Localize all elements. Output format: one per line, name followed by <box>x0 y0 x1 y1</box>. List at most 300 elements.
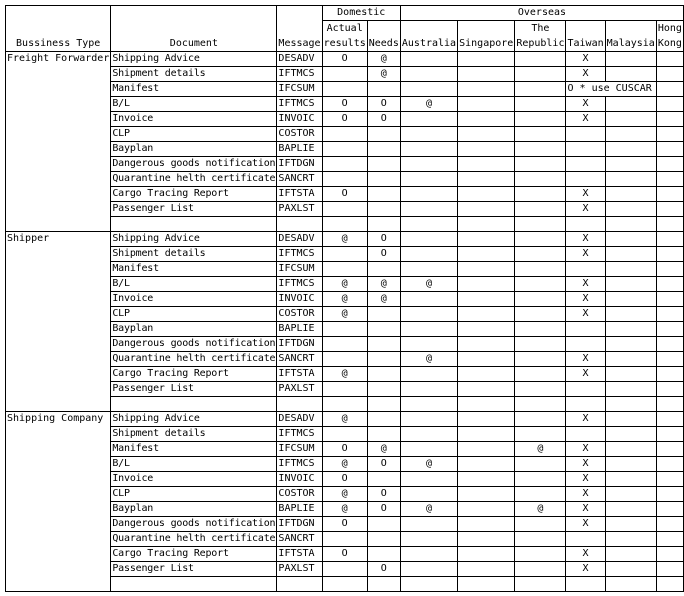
header-singapore: Singapore <box>458 21 515 52</box>
singapore-cell <box>458 172 515 187</box>
hong-kong-cell <box>656 427 683 442</box>
malaysia-cell <box>605 322 656 337</box>
taiwan-cell: X <box>566 502 605 517</box>
message-cell: BAPLIE <box>277 322 322 337</box>
malaysia-cell <box>605 127 656 142</box>
singapore-cell <box>458 337 515 352</box>
document-cell: Invoice <box>111 472 277 487</box>
needs-cell <box>367 322 400 337</box>
actual-results-cell <box>322 247 367 262</box>
needs-cell: O <box>367 562 400 577</box>
header-document: Document <box>111 6 277 52</box>
singapore-cell <box>458 277 515 292</box>
hong-kong-cell <box>656 247 683 262</box>
australia-cell <box>400 412 457 427</box>
hong-kong-cell <box>656 52 683 67</box>
singapore-cell <box>458 142 515 157</box>
business-type-cell: Shipper <box>6 232 111 412</box>
singapore-cell <box>458 442 515 457</box>
malaysia-cell <box>605 142 656 157</box>
document-cell: Invoice <box>111 292 277 307</box>
malaysia-cell <box>605 172 656 187</box>
actual-results-cell: O <box>322 472 367 487</box>
hong-kong-cell <box>656 142 683 157</box>
message-cell: IFCSUM <box>277 262 322 277</box>
document-cell: Invoice <box>111 112 277 127</box>
the-republic-cell <box>515 292 566 307</box>
taiwan-cell: X <box>566 247 605 262</box>
australia-cell <box>400 52 457 67</box>
needs-cell: O <box>367 97 400 112</box>
the-republic-cell <box>515 82 566 97</box>
empty-cell <box>515 397 566 412</box>
malaysia-cell <box>605 307 656 322</box>
singapore-cell <box>458 127 515 142</box>
malaysia-cell <box>605 112 656 127</box>
document-cell: CLP <box>111 127 277 142</box>
australia-cell <box>400 262 457 277</box>
singapore-cell <box>458 82 515 97</box>
empty-cell <box>367 397 400 412</box>
the-republic-cell <box>515 112 566 127</box>
message-cell: IFTMCS <box>277 427 322 442</box>
malaysia-cell <box>605 292 656 307</box>
taiwan-cell: X <box>566 412 605 427</box>
singapore-cell <box>458 202 515 217</box>
document-cell: Manifest <box>111 262 277 277</box>
the-republic-cell <box>515 472 566 487</box>
hong-kong-cell <box>656 262 683 277</box>
message-cell: IFTMCS <box>277 97 322 112</box>
the-republic-cell <box>515 307 566 322</box>
message-cell: DESADV <box>277 232 322 247</box>
message-cell: IFTMCS <box>277 457 322 472</box>
malaysia-cell <box>605 472 656 487</box>
malaysia-cell <box>605 457 656 472</box>
the-republic-cell <box>515 457 566 472</box>
document-cell: Dangerous goods notification <box>111 517 277 532</box>
singapore-cell <box>458 562 515 577</box>
needs-cell <box>367 427 400 442</box>
singapore-cell <box>458 517 515 532</box>
needs-cell: O <box>367 457 400 472</box>
malaysia-cell <box>605 547 656 562</box>
empty-cell <box>277 397 322 412</box>
actual-results-cell <box>322 532 367 547</box>
the-republic-cell <box>515 247 566 262</box>
taiwan-cell: X <box>566 97 605 112</box>
hong-kong-cell <box>656 97 683 112</box>
australia-cell <box>400 337 457 352</box>
the-republic-cell <box>515 67 566 82</box>
australia-cell <box>400 532 457 547</box>
hong-kong-cell <box>656 307 683 322</box>
singapore-cell <box>458 412 515 427</box>
empty-cell <box>367 217 400 232</box>
actual-results-cell <box>322 172 367 187</box>
message-cell: IFTDGN <box>277 337 322 352</box>
the-republic-cell <box>515 532 566 547</box>
the-republic-cell <box>515 172 566 187</box>
taiwan-cell <box>566 532 605 547</box>
message-cell: IFTDGN <box>277 517 322 532</box>
hong-kong-cell <box>656 517 683 532</box>
document-cell: Bayplan <box>111 322 277 337</box>
needs-cell: O <box>367 232 400 247</box>
table-body <box>6 52 684 592</box>
empty-cell <box>566 397 605 412</box>
table-row <box>6 52 684 67</box>
taiwan-cell <box>566 127 605 142</box>
empty-cell <box>277 577 322 592</box>
empty-cell <box>656 397 683 412</box>
hong-kong-cell <box>656 532 683 547</box>
malaysia-cell <box>605 412 656 427</box>
taiwan-cell <box>566 172 605 187</box>
hong-kong-cell <box>656 502 683 517</box>
hong-kong-cell <box>656 472 683 487</box>
empty-cell <box>566 577 605 592</box>
the-republic-cell <box>515 157 566 172</box>
actual-results-cell <box>322 157 367 172</box>
taiwan-cell: X <box>566 442 605 457</box>
empty-cell <box>605 397 656 412</box>
malaysia-cell <box>605 502 656 517</box>
document-cell: Quarantine helth certificate <box>111 352 277 367</box>
header-needs: Needs <box>367 21 400 52</box>
singapore-cell <box>458 322 515 337</box>
hong-kong-cell <box>656 412 683 427</box>
hong-kong-cell <box>656 157 683 172</box>
needs-cell <box>367 517 400 532</box>
australia-cell <box>400 322 457 337</box>
actual-results-cell: O <box>322 517 367 532</box>
empty-cell <box>605 577 656 592</box>
hong-kong-cell <box>656 292 683 307</box>
the-republic-cell <box>515 52 566 67</box>
document-cell: Shipping Advice <box>111 232 277 247</box>
empty-cell <box>400 397 457 412</box>
actual-results-cell <box>322 382 367 397</box>
the-republic-cell <box>515 202 566 217</box>
australia-cell <box>400 427 457 442</box>
business-type-cell: Freight Forwarder <box>6 52 111 232</box>
australia-cell <box>400 517 457 532</box>
singapore-cell <box>458 427 515 442</box>
australia-cell <box>400 67 457 82</box>
taiwan-cell: X <box>566 202 605 217</box>
australia-cell <box>400 127 457 142</box>
message-cell: PAXLST <box>277 562 322 577</box>
actual-results-cell <box>322 67 367 82</box>
message-cell: COSTOR <box>277 127 322 142</box>
singapore-cell <box>458 532 515 547</box>
australia-cell: @ <box>400 457 457 472</box>
singapore-cell <box>458 457 515 472</box>
singapore-cell <box>458 547 515 562</box>
singapore-cell <box>458 352 515 367</box>
actual-results-cell: O <box>322 52 367 67</box>
message-cell: COSTOR <box>277 307 322 322</box>
taiwan-cell: X <box>566 517 605 532</box>
needs-cell <box>367 412 400 427</box>
taiwan-cell: X <box>566 472 605 487</box>
australia-cell <box>400 82 457 97</box>
singapore-cell <box>458 472 515 487</box>
australia-cell <box>400 487 457 502</box>
australia-cell <box>400 442 457 457</box>
hong-kong-cell <box>656 232 683 247</box>
document-cell: Quarantine helth certificate <box>111 172 277 187</box>
needs-cell: @ <box>367 67 400 82</box>
document-cell: B/L <box>111 97 277 112</box>
header-hong-kong: Hong Kong <box>656 21 683 52</box>
australia-cell <box>400 187 457 202</box>
taiwan-cell <box>566 382 605 397</box>
message-cell: IFTSTA <box>277 367 322 382</box>
needs-cell: O <box>367 112 400 127</box>
empty-cell <box>605 217 656 232</box>
malaysia-cell <box>605 532 656 547</box>
header-overseas: Overseas <box>400 6 683 21</box>
singapore-cell <box>458 52 515 67</box>
the-republic-cell <box>515 187 566 202</box>
taiwan-cell: X <box>566 367 605 382</box>
empty-cell <box>277 217 322 232</box>
malaysia-cell <box>605 232 656 247</box>
hong-kong-cell <box>656 82 683 97</box>
singapore-cell <box>458 247 515 262</box>
message-cell: IFTMCS <box>277 67 322 82</box>
needs-cell <box>367 127 400 142</box>
message-cell: IFCSUM <box>277 442 322 457</box>
message-cell: SANCRT <box>277 172 322 187</box>
actual-results-cell: @ <box>322 457 367 472</box>
actual-results-cell <box>322 562 367 577</box>
singapore-cell <box>458 307 515 322</box>
message-cell: INVOIC <box>277 112 322 127</box>
empty-cell <box>400 217 457 232</box>
needs-cell <box>367 547 400 562</box>
document-cell: Manifest <box>111 82 277 97</box>
taiwan-cell: X <box>566 112 605 127</box>
needs-cell: @ <box>367 52 400 67</box>
australia-cell: @ <box>400 352 457 367</box>
empty-cell <box>367 577 400 592</box>
australia-cell <box>400 172 457 187</box>
needs-cell: @ <box>367 277 400 292</box>
business-type-cell: Shipping Company <box>6 412 111 592</box>
message-cell: DESADV <box>277 412 322 427</box>
edi-usage-table <box>5 5 684 592</box>
australia-cell <box>400 562 457 577</box>
the-republic-cell <box>515 142 566 157</box>
actual-results-cell: @ <box>322 292 367 307</box>
taiwan-cell: X <box>566 562 605 577</box>
actual-results-cell: @ <box>322 367 367 382</box>
taiwan-cell <box>566 157 605 172</box>
table-row <box>6 412 684 427</box>
actual-results-cell <box>322 352 367 367</box>
message-cell: PAXLST <box>277 202 322 217</box>
message-cell: IFTSTA <box>277 187 322 202</box>
actual-results-cell <box>322 127 367 142</box>
document-cell: Shipment details <box>111 67 277 82</box>
taiwan-cell: X <box>566 487 605 502</box>
hong-kong-cell <box>656 322 683 337</box>
message-cell: SANCRT <box>277 532 322 547</box>
message-cell: PAXLST <box>277 382 322 397</box>
taiwan-cell <box>566 322 605 337</box>
singapore-cell <box>458 97 515 112</box>
actual-results-cell: O <box>322 547 367 562</box>
the-republic-cell <box>515 487 566 502</box>
australia-cell <box>400 202 457 217</box>
the-republic-cell <box>515 322 566 337</box>
empty-cell <box>458 217 515 232</box>
the-republic-cell <box>515 562 566 577</box>
header-malaysia: Malaysia <box>605 21 656 52</box>
malaysia-cell <box>605 367 656 382</box>
australia-cell <box>400 547 457 562</box>
document-cell: Shipment details <box>111 247 277 262</box>
needs-cell <box>367 307 400 322</box>
message-cell: COSTOR <box>277 487 322 502</box>
the-republic-cell <box>515 97 566 112</box>
document-cell: CLP <box>111 307 277 322</box>
taiwan-cell: X <box>566 307 605 322</box>
malaysia-cell <box>605 262 656 277</box>
needs-cell: @ <box>367 442 400 457</box>
malaysia-cell <box>605 427 656 442</box>
singapore-cell <box>458 382 515 397</box>
singapore-cell <box>458 187 515 202</box>
actual-results-cell <box>322 202 367 217</box>
australia-cell <box>400 232 457 247</box>
hong-kong-cell <box>656 187 683 202</box>
singapore-cell <box>458 157 515 172</box>
empty-cell <box>515 577 566 592</box>
singapore-cell <box>458 292 515 307</box>
the-republic-cell <box>515 367 566 382</box>
actual-results-cell: O <box>322 442 367 457</box>
hong-kong-cell <box>656 127 683 142</box>
message-cell: IFTSTA <box>277 547 322 562</box>
message-cell: DESADV <box>277 52 322 67</box>
actual-results-cell: @ <box>322 487 367 502</box>
taiwan-cell: X <box>566 277 605 292</box>
taiwan-cell: X <box>566 52 605 67</box>
header-the-republic: The Republic <box>515 21 566 52</box>
malaysia-cell <box>605 97 656 112</box>
hong-kong-cell <box>656 202 683 217</box>
document-cell: Dangerous goods notification <box>111 337 277 352</box>
taiwan-cell <box>566 142 605 157</box>
malaysia-cell <box>605 352 656 367</box>
singapore-cell <box>458 487 515 502</box>
malaysia-cell <box>605 157 656 172</box>
empty-cell <box>322 577 367 592</box>
taiwan-cell: X <box>566 547 605 562</box>
the-republic-cell <box>515 127 566 142</box>
malaysia-cell <box>605 187 656 202</box>
message-cell: INVOIC <box>277 292 322 307</box>
header-row-1 <box>6 6 684 21</box>
actual-results-cell: O <box>322 187 367 202</box>
needs-cell: O <box>367 487 400 502</box>
empty-cell <box>111 397 277 412</box>
the-republic-cell <box>515 337 566 352</box>
actual-results-cell <box>322 262 367 277</box>
empty-cell <box>322 397 367 412</box>
malaysia-cell <box>605 382 656 397</box>
document-cell: CLP <box>111 487 277 502</box>
the-republic-cell <box>515 427 566 442</box>
australia-cell <box>400 112 457 127</box>
the-republic-cell <box>515 547 566 562</box>
the-republic-cell <box>515 262 566 277</box>
document-cell: Passenger List <box>111 382 277 397</box>
empty-cell <box>458 397 515 412</box>
table-row <box>6 232 684 247</box>
singapore-cell <box>458 232 515 247</box>
actual-results-cell: @ <box>322 307 367 322</box>
needs-cell <box>367 172 400 187</box>
empty-cell <box>515 217 566 232</box>
taiwan-cell: X <box>566 67 605 82</box>
australia-cell <box>400 472 457 487</box>
malaysia-cell <box>605 487 656 502</box>
needs-cell: O <box>367 502 400 517</box>
needs-cell <box>367 382 400 397</box>
australia-cell <box>400 142 457 157</box>
manifest-note-cell: O * use CUSCAR <box>566 82 656 97</box>
hong-kong-cell <box>656 172 683 187</box>
malaysia-cell <box>605 52 656 67</box>
message-cell: IFCSUM <box>277 82 322 97</box>
singapore-cell <box>458 112 515 127</box>
malaysia-cell <box>605 277 656 292</box>
singapore-cell <box>458 502 515 517</box>
singapore-cell <box>458 262 515 277</box>
needs-cell: O <box>367 247 400 262</box>
empty-cell <box>111 217 277 232</box>
actual-results-cell <box>322 82 367 97</box>
hong-kong-cell <box>656 457 683 472</box>
empty-cell <box>111 577 277 592</box>
needs-cell <box>367 202 400 217</box>
australia-cell <box>400 367 457 382</box>
header-domestic: Domestic <box>322 6 400 21</box>
header-taiwan: Taiwan <box>566 21 605 52</box>
hong-kong-cell <box>656 442 683 457</box>
document-cell: Quarantine helth certificate <box>111 532 277 547</box>
message-cell: BAPLIE <box>277 502 322 517</box>
document-cell: Cargo Tracing Report <box>111 187 277 202</box>
empty-cell <box>656 577 683 592</box>
taiwan-cell: X <box>566 292 605 307</box>
taiwan-cell: X <box>566 187 605 202</box>
document-cell: Passenger List <box>111 562 277 577</box>
malaysia-cell <box>605 442 656 457</box>
the-republic-cell <box>515 517 566 532</box>
needs-cell: @ <box>367 292 400 307</box>
hong-kong-cell <box>656 337 683 352</box>
document-cell: Shipment details <box>111 427 277 442</box>
document-cell: Shipping Advice <box>111 52 277 67</box>
australia-cell: @ <box>400 277 457 292</box>
australia-cell: @ <box>400 502 457 517</box>
